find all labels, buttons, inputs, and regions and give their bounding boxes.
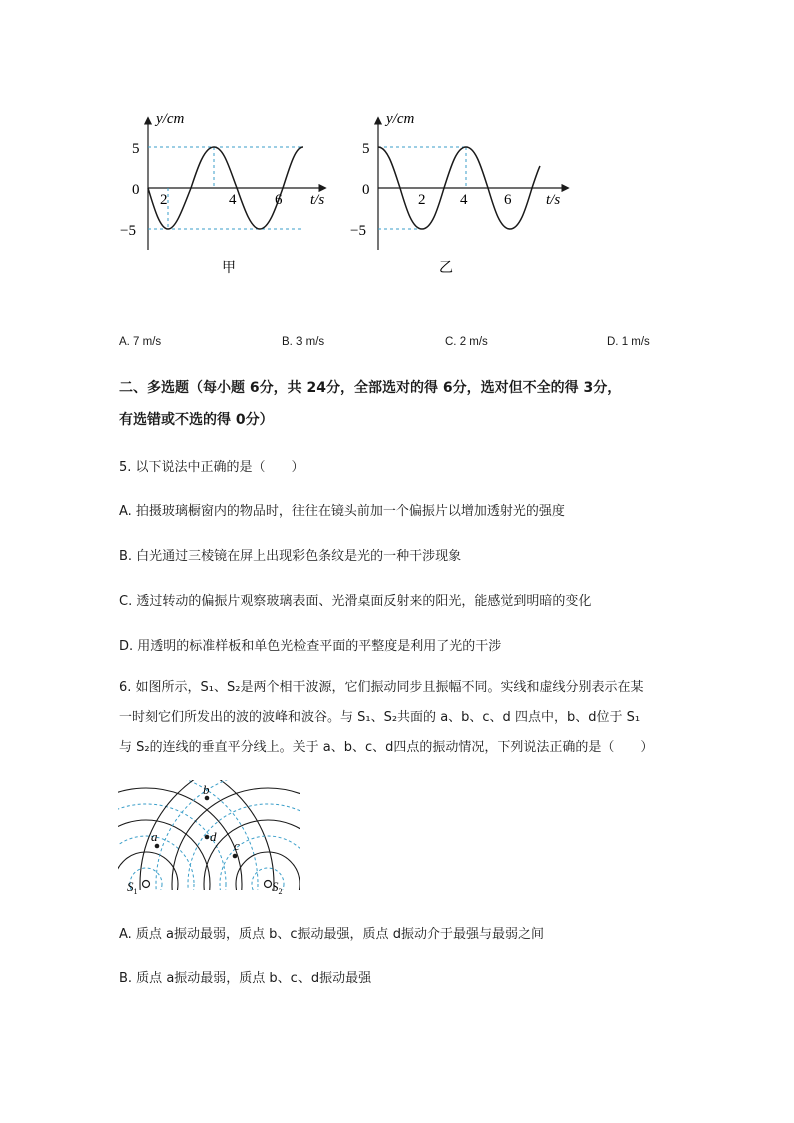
x-tick-2: 2 (418, 192, 426, 208)
y-tick-0: 0 (362, 182, 370, 198)
graph-yi (350, 100, 575, 285)
y-tick-0: 0 (132, 182, 140, 198)
q6-option-b[interactable]: B. 质点 a振动最弱，质点 b、c、d振动最强 (119, 971, 372, 986)
q5-option-a[interactable]: A. 拍摄玻璃橱窗内的物品时，往往在镜头前加一个偏振片以增加透射光的强度 (119, 504, 565, 519)
q4-option-c[interactable]: C. 2 m/s (445, 336, 488, 348)
graph-caption: 乙 (439, 261, 453, 276)
x-tick-4: 4 (229, 192, 237, 208)
x-axis-label: t/s (546, 192, 561, 208)
q4-option-d[interactable]: D. 1 m/s (607, 336, 650, 348)
x-tick-6: 6 (275, 192, 283, 208)
q5-option-d[interactable]: D. 用透明的标准样板和单色光检查平面的平整度是利用了光的干涉 (119, 639, 502, 654)
y-axis-label: y/cm (386, 111, 415, 127)
point-c (233, 854, 238, 859)
section-heading (119, 372, 689, 436)
y-tick-neg5: −5 (350, 223, 366, 239)
source-s1 (143, 881, 150, 888)
y-tick-neg5: −5 (120, 223, 136, 239)
q6-option-a[interactable]: A. 质点 a振动最弱，质点 b、c振动最强，质点 d振动介于最强与最弱之间 (119, 927, 544, 942)
point-a (155, 844, 160, 849)
x-axis-label: t/s (310, 192, 325, 208)
source-s2 (265, 881, 272, 888)
label-s2: $S_2$ (272, 879, 283, 896)
label-s1: $S_1$ (127, 879, 138, 896)
q4-option-b[interactable]: B. 3 m/s (282, 336, 325, 348)
point-d (205, 835, 210, 840)
label-b: b (203, 782, 210, 797)
q5-stem: 5. 以下说法中正确的是（ ） (119, 460, 305, 475)
q5-option-b[interactable]: B. 白光通过三棱镜在屏上出现彩色条纹是光的一种干涉现象 (119, 549, 462, 564)
x-tick-2: 2 (160, 192, 168, 208)
x-tick-6: 6 (504, 192, 512, 208)
section-heading-line1: 二、多选题（每小题 6分，共 24分，全部选对的得 6分，选对但不全的得 3分， (119, 380, 622, 396)
section-heading-line2: 有选错或不选的得 0分） (119, 412, 274, 428)
x-tick-4: 4 (460, 192, 468, 208)
y-axis-label: y/cm (156, 111, 185, 127)
q6-stem-line2: 一时刻它们所发出的波的波峰和波谷。与 S₁、S₂共面的 a、b、c、d 四点中，b、d位于 S₁ (119, 710, 641, 725)
label-a: a (151, 829, 158, 844)
q6-stem-line1: 6. 如图所示，S₁、S₂是两个相干波源，它们振动同步且振幅不同。实线和虚线分别表示在某 (119, 680, 644, 695)
label-d: d (210, 829, 217, 844)
y-tick-5: 5 (132, 141, 140, 157)
graph-caption: 甲 (222, 261, 236, 276)
interference-figure (118, 780, 300, 898)
q6-stem (119, 673, 699, 763)
y-tick-5: 5 (362, 141, 370, 157)
graph-jia (120, 100, 330, 285)
q6-stem-line3: 与 S₂的连线的垂直平分线上。关于 a、b、c、d四点的振动情况，下列说法正确的是（ ） (119, 740, 654, 755)
q4-option-a[interactable]: A. 7 m/s (119, 336, 162, 348)
q5-option-c[interactable]: C. 透过转动的偏振片观察玻璃表面、光滑桌面反射来的阳光，能感觉到明暗的变化 (119, 594, 592, 609)
label-c: c (234, 838, 240, 853)
